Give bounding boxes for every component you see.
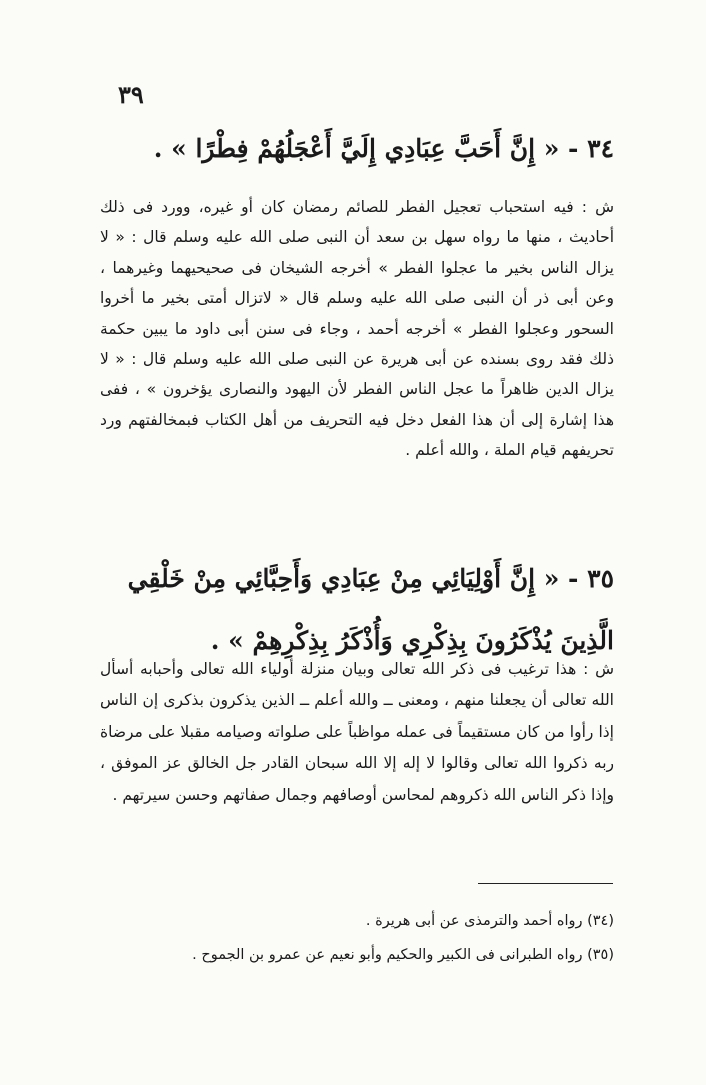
page-number: ٣٩ bbox=[118, 80, 144, 109]
footnotes bbox=[150, 904, 614, 972]
hadith-35-line-1: ٣٥ - « إِنَّ أَوْلِيَائِي مِنْ عِبَادِي وَأَحِبَّائِي مِنْ خَلْقِي bbox=[127, 564, 614, 593]
footnote-divider bbox=[478, 883, 613, 884]
hadith-35-line-2: الَّذِينَ يُذْكَرُونَ بِذِكْرِي وَأُذْكَرُ بِذِكْرِهِمْ » . bbox=[210, 626, 614, 655]
hadith-34: ٣٤ - « إِنَّ أَحَبَّ عِبَادِي إِلَيَّ أَعْجَلُهُمْ فِطْرًا » . bbox=[153, 134, 614, 163]
commentary-34: ش : فيه استحباب تعجيل الفطر للصائم رمضان كان أو غيره، وورد فى ذلك أحاديث ، منها ما رواه سهل بن سعد أن النبى صلى الله عليه وسلم قال : « لا يزال الناس بخير ما عجلوا الفطر » أخرجه الشيخان فى صحيحيهما وغيرهما ، وعن أبى ذر أن النبى صلى الله عليه وسلم قال « لاتزال أمتى بخير ما أخروا السحور وعجلوا الفطر » أخرجه أحمد ، وجاء فى سنن أبى داود ما يبين حكمة ذلك فقد روى بسنده عن أبى هريرة عن النبى صلى الله عليه وسلم قال : « لا يزال الدين ظاهراً ما عجل الناس الفطر لأن اليهود والنصارى يؤخرون » ، ففى هذا إشارة إلى أن هذا الفعل دخل فيه التحريف من أهل الكتاب فبمخالفتهم ورد تحريفهم قيام الملة ، والله أعلم . bbox=[100, 198, 614, 460]
commentary-35: ش : هذا ترغيب فى ذكر الله تعالى وبيان منزلة أولياء الله تعالى وأحبابه أسأل الله تعالى أن يجعلنا منهم ، ومعنى ــ والله أعلم ــ الذين يذكرون بذكرى إن الناس إذا رأوا من كان مستقيماً فى عمله مواظباً على صلواته وصيامه مقبلا على مرضاة ربه ذكروا الله تعالى وقالوا لا إله إلا الله سبحان القادر جل الخالق عز الموفق ، وإذا ذكر الناس الله ذكروهم لمحاسن أوصافهم وجمال صفاتهم وحسن سيرتهم . bbox=[100, 660, 614, 804]
footnote-34: (٣٤) رواه أحمد والترمذى عن أبى هريرة . bbox=[365, 913, 614, 929]
footnote-35: (٣٥) رواه الطبرانى فى الكبير والحكيم وأبو نعيم عن عمرو بن الجموح . bbox=[192, 947, 614, 963]
